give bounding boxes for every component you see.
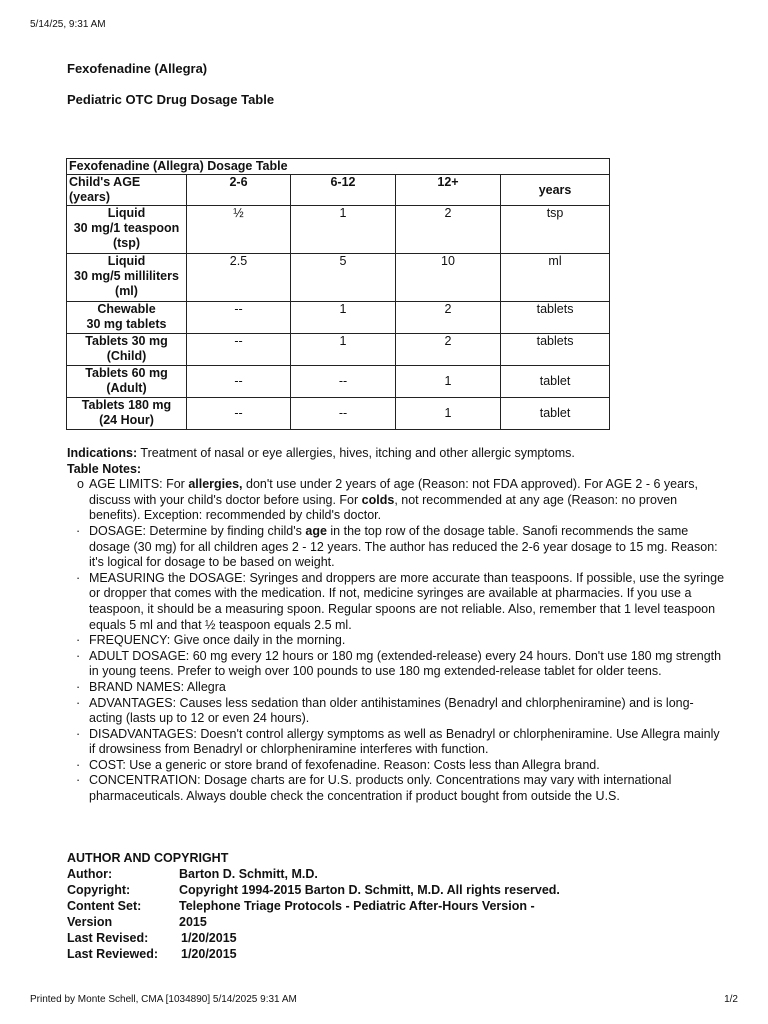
table-row bbox=[67, 334, 610, 366]
indications bbox=[67, 446, 727, 462]
table-row bbox=[67, 254, 610, 302]
column-header: 2-6 bbox=[187, 175, 291, 206]
table-cell: -- bbox=[187, 302, 291, 334]
note-text: BRAND NAMES: Allegra bbox=[89, 679, 226, 694]
document-subtitle: Pediatric OTC Drug Dosage Table bbox=[67, 92, 275, 107]
content-set-row-cont bbox=[67, 914, 560, 930]
note-text: CONCENTRATION: Dosage charts are for U.S. products only. Concentrations may vary with international pharmaceuticals. Always double check the concentration if product bought from outside the U.S. bbox=[89, 773, 672, 804]
page-number: 1/2 bbox=[724, 994, 738, 1005]
row-label-line: (Child) bbox=[106, 349, 147, 363]
table-cell: -- bbox=[187, 366, 291, 398]
table-cell: -- bbox=[291, 366, 396, 398]
table-header-row bbox=[67, 175, 610, 206]
table-cell: ½ bbox=[187, 206, 291, 254]
note-text: , not recommended at any age (Reason: no proven benefits). Exception: recommended by child's doctor. bbox=[89, 492, 678, 523]
bullet-icon: · bbox=[76, 570, 81, 585]
document-title: Fexofenadine (Allegra) bbox=[67, 61, 208, 76]
author-label: Author: bbox=[67, 867, 113, 881]
table-cell: 1 bbox=[291, 206, 396, 254]
copyright-row bbox=[67, 882, 560, 898]
table-cell: 2 bbox=[396, 206, 501, 254]
table-cell: 1 bbox=[291, 302, 396, 334]
row-label-line: (ml) bbox=[115, 284, 138, 298]
table-cell: 5 bbox=[291, 254, 396, 302]
note-adult-dosage bbox=[67, 649, 727, 680]
author-value: Barton D. Schmitt, M.D. bbox=[179, 867, 318, 881]
author-section bbox=[67, 850, 560, 962]
note-disadvantages bbox=[67, 727, 727, 758]
table-cell: tablets bbox=[501, 334, 610, 366]
bullet-icon: · bbox=[76, 695, 81, 710]
row-label-line: 30 mg tablets bbox=[86, 317, 167, 331]
age-header-line1: Child's AGE bbox=[69, 175, 141, 189]
note-text: COST: Use a generic or store brand of fexofenadine. Reason: Costs less than Allegra brand. bbox=[89, 757, 600, 772]
table-cell: 1 bbox=[396, 366, 501, 398]
notes-section bbox=[67, 446, 727, 805]
table-cell: 2 bbox=[396, 334, 501, 366]
row-label-line: (24 Hour) bbox=[99, 413, 154, 427]
note-measuring bbox=[67, 571, 727, 633]
note-text: don't use under 2 years of age (Reason: not FDA approved). For AGE 2 - 6 years, discuss with your child's doctor before using. For bbox=[89, 477, 698, 507]
table-cell: -- bbox=[291, 398, 396, 430]
row-label bbox=[67, 334, 187, 366]
note-text: MEASURING the DOSAGE: Syringes and droppers are more accurate than teaspoons. If possible, use the syringe or dropper that comes with the medication. If not, medicine syringes are available at pharmacies. If you use a teaspoon, it should be a measuring spoon. Regular spoons are not reliable. Also, remember that 1 level teaspoon equals 5 ml and that ½ teaspoon equals 2.5 ml. bbox=[89, 570, 725, 632]
table-row bbox=[67, 206, 610, 254]
table-cell: -- bbox=[187, 398, 291, 430]
note-text: AGE LIMITS: For bbox=[89, 477, 189, 492]
row-label-line: 30 mg/5 milliliters bbox=[74, 269, 179, 283]
age-header-line2: (years) bbox=[69, 190, 110, 204]
table-cell: tsp bbox=[501, 206, 610, 254]
age-header-cell bbox=[67, 175, 187, 206]
last-reviewed-label: Last Reviewed: bbox=[67, 947, 159, 961]
bullet-icon: · bbox=[76, 648, 81, 663]
note-age-limits bbox=[67, 477, 727, 524]
table-cell: tablet bbox=[501, 398, 610, 430]
last-revised-row bbox=[67, 930, 560, 946]
dosage-table bbox=[66, 158, 610, 430]
row-label-line: Liquid bbox=[107, 254, 146, 268]
last-reviewed-value: 1/20/2015 bbox=[181, 947, 237, 961]
table-cell: tablets bbox=[501, 302, 610, 334]
circle-bullet-icon: o bbox=[77, 477, 84, 492]
bullet-icon: · bbox=[76, 523, 81, 538]
row-label-line: (Adult) bbox=[106, 381, 147, 395]
table-cell: ml bbox=[501, 254, 610, 302]
content-set-row bbox=[67, 898, 560, 914]
row-label bbox=[67, 366, 187, 398]
last-revised-value: 1/20/2015 bbox=[181, 931, 237, 945]
row-label-line: Tablets 30 mg bbox=[85, 334, 168, 348]
content-set-value-cont: 2015 bbox=[179, 915, 207, 929]
row-label bbox=[67, 206, 187, 254]
column-header: 6-12 bbox=[291, 175, 396, 206]
bullet-icon: · bbox=[76, 773, 81, 788]
note-emphasis: age bbox=[305, 523, 327, 538]
indications-text: Treatment of nasal or eye allergies, hives, itching and other allergic symptoms. bbox=[137, 446, 575, 460]
table-caption: Fexofenadine (Allegra) Dosage Table bbox=[67, 159, 610, 175]
note-text: ADVANTAGES: Causes less sedation than older antihistamines (Benadryl and chlorpheniramine) and is long-acting (lasts up to 12 or even 24 hours). bbox=[89, 695, 694, 726]
table-row bbox=[67, 398, 610, 430]
table-cell: 2 bbox=[396, 302, 501, 334]
author-row bbox=[67, 866, 560, 882]
row-label-line: 30 mg/1 teaspoon bbox=[73, 221, 180, 235]
table-cell: 2.5 bbox=[187, 254, 291, 302]
note-advantages bbox=[67, 696, 727, 727]
row-label bbox=[67, 398, 187, 430]
last-revised-label: Last Revised: bbox=[67, 931, 149, 945]
row-label bbox=[67, 302, 187, 334]
content-set-label-cont: Version bbox=[67, 915, 113, 929]
table-row bbox=[67, 302, 610, 334]
note-emphasis: colds bbox=[361, 492, 395, 507]
column-header: years bbox=[501, 175, 610, 206]
row-label-line: Tablets 60 mg bbox=[85, 366, 168, 380]
bullet-icon: · bbox=[76, 633, 81, 648]
note-text: in the top row of the dosage table. Sanofi recommends the same dosage (30 mg) for all children ages 2 - 12 years. The author has reduced the 2-6 year dosage to 15 mg. Reason: it's logical for dosage to be based on weight. bbox=[89, 523, 718, 570]
bullet-icon: · bbox=[76, 757, 81, 772]
row-label-line: Tablets 180 mg bbox=[81, 398, 172, 412]
copyright-value: Copyright 1994-2015 Barton D. Schmitt, M.D. All rights reserved. bbox=[179, 883, 560, 897]
note-cost bbox=[67, 758, 727, 774]
note-text: ADULT DOSAGE: 60 mg every 12 hours or 180 mg (extended-release) every 24 hours. Don't use 180 mg strength in young teens. Prefer to weigh over 100 pounds to use 180 mg extended-release tablet for older teens. bbox=[89, 648, 722, 679]
note-text: DISADVANTAGES: Doesn't control allergy symptoms as well as Benadryl or chlorpheniramine. Use Allegra mainly if drowsiness from Benadryl or chlorpheniramine interferes with function. bbox=[89, 726, 720, 757]
table-notes-label: Table Notes: bbox=[67, 461, 142, 476]
table-cell: tablet bbox=[501, 366, 610, 398]
note-concentration bbox=[67, 773, 727, 804]
bullet-icon: · bbox=[76, 726, 81, 741]
table-cell: 10 bbox=[396, 254, 501, 302]
table-cell: 1 bbox=[291, 334, 396, 366]
row-label bbox=[67, 254, 187, 302]
note-brand-names bbox=[67, 680, 727, 696]
printed-by-footer: Printed by Monte Schell, CMA [1034890] 5/14/2025 9:31 AM bbox=[30, 994, 297, 1005]
table-caption-row bbox=[67, 159, 610, 175]
row-label-line: Chewable bbox=[97, 302, 156, 316]
table-cell: -- bbox=[187, 334, 291, 366]
print-timestamp: 5/14/25, 9:31 AM bbox=[30, 19, 106, 30]
column-header: 12+ bbox=[396, 175, 501, 206]
row-label-line: Liquid bbox=[107, 206, 146, 220]
note-frequency bbox=[67, 633, 727, 649]
content-set-label: Content Set: bbox=[67, 899, 142, 913]
note-text: FREQUENCY: Give once daily in the morning. bbox=[89, 633, 346, 648]
author-heading: AUTHOR AND COPYRIGHT bbox=[67, 851, 229, 865]
content-set-value: Telephone Triage Protocols - Pediatric After-Hours Version - bbox=[179, 899, 535, 913]
last-reviewed-row bbox=[67, 946, 560, 962]
note-emphasis: allergies, bbox=[188, 477, 243, 492]
copyright-label: Copyright: bbox=[67, 883, 131, 897]
indications-label: Indications: bbox=[67, 446, 138, 460]
note-dosage bbox=[67, 524, 727, 571]
table-cell: 1 bbox=[396, 398, 501, 430]
note-text: DOSAGE: Determine by finding child's bbox=[89, 523, 306, 538]
bullet-icon: · bbox=[76, 679, 81, 694]
row-label-line: (tsp) bbox=[112, 236, 141, 250]
table-row bbox=[67, 366, 610, 398]
